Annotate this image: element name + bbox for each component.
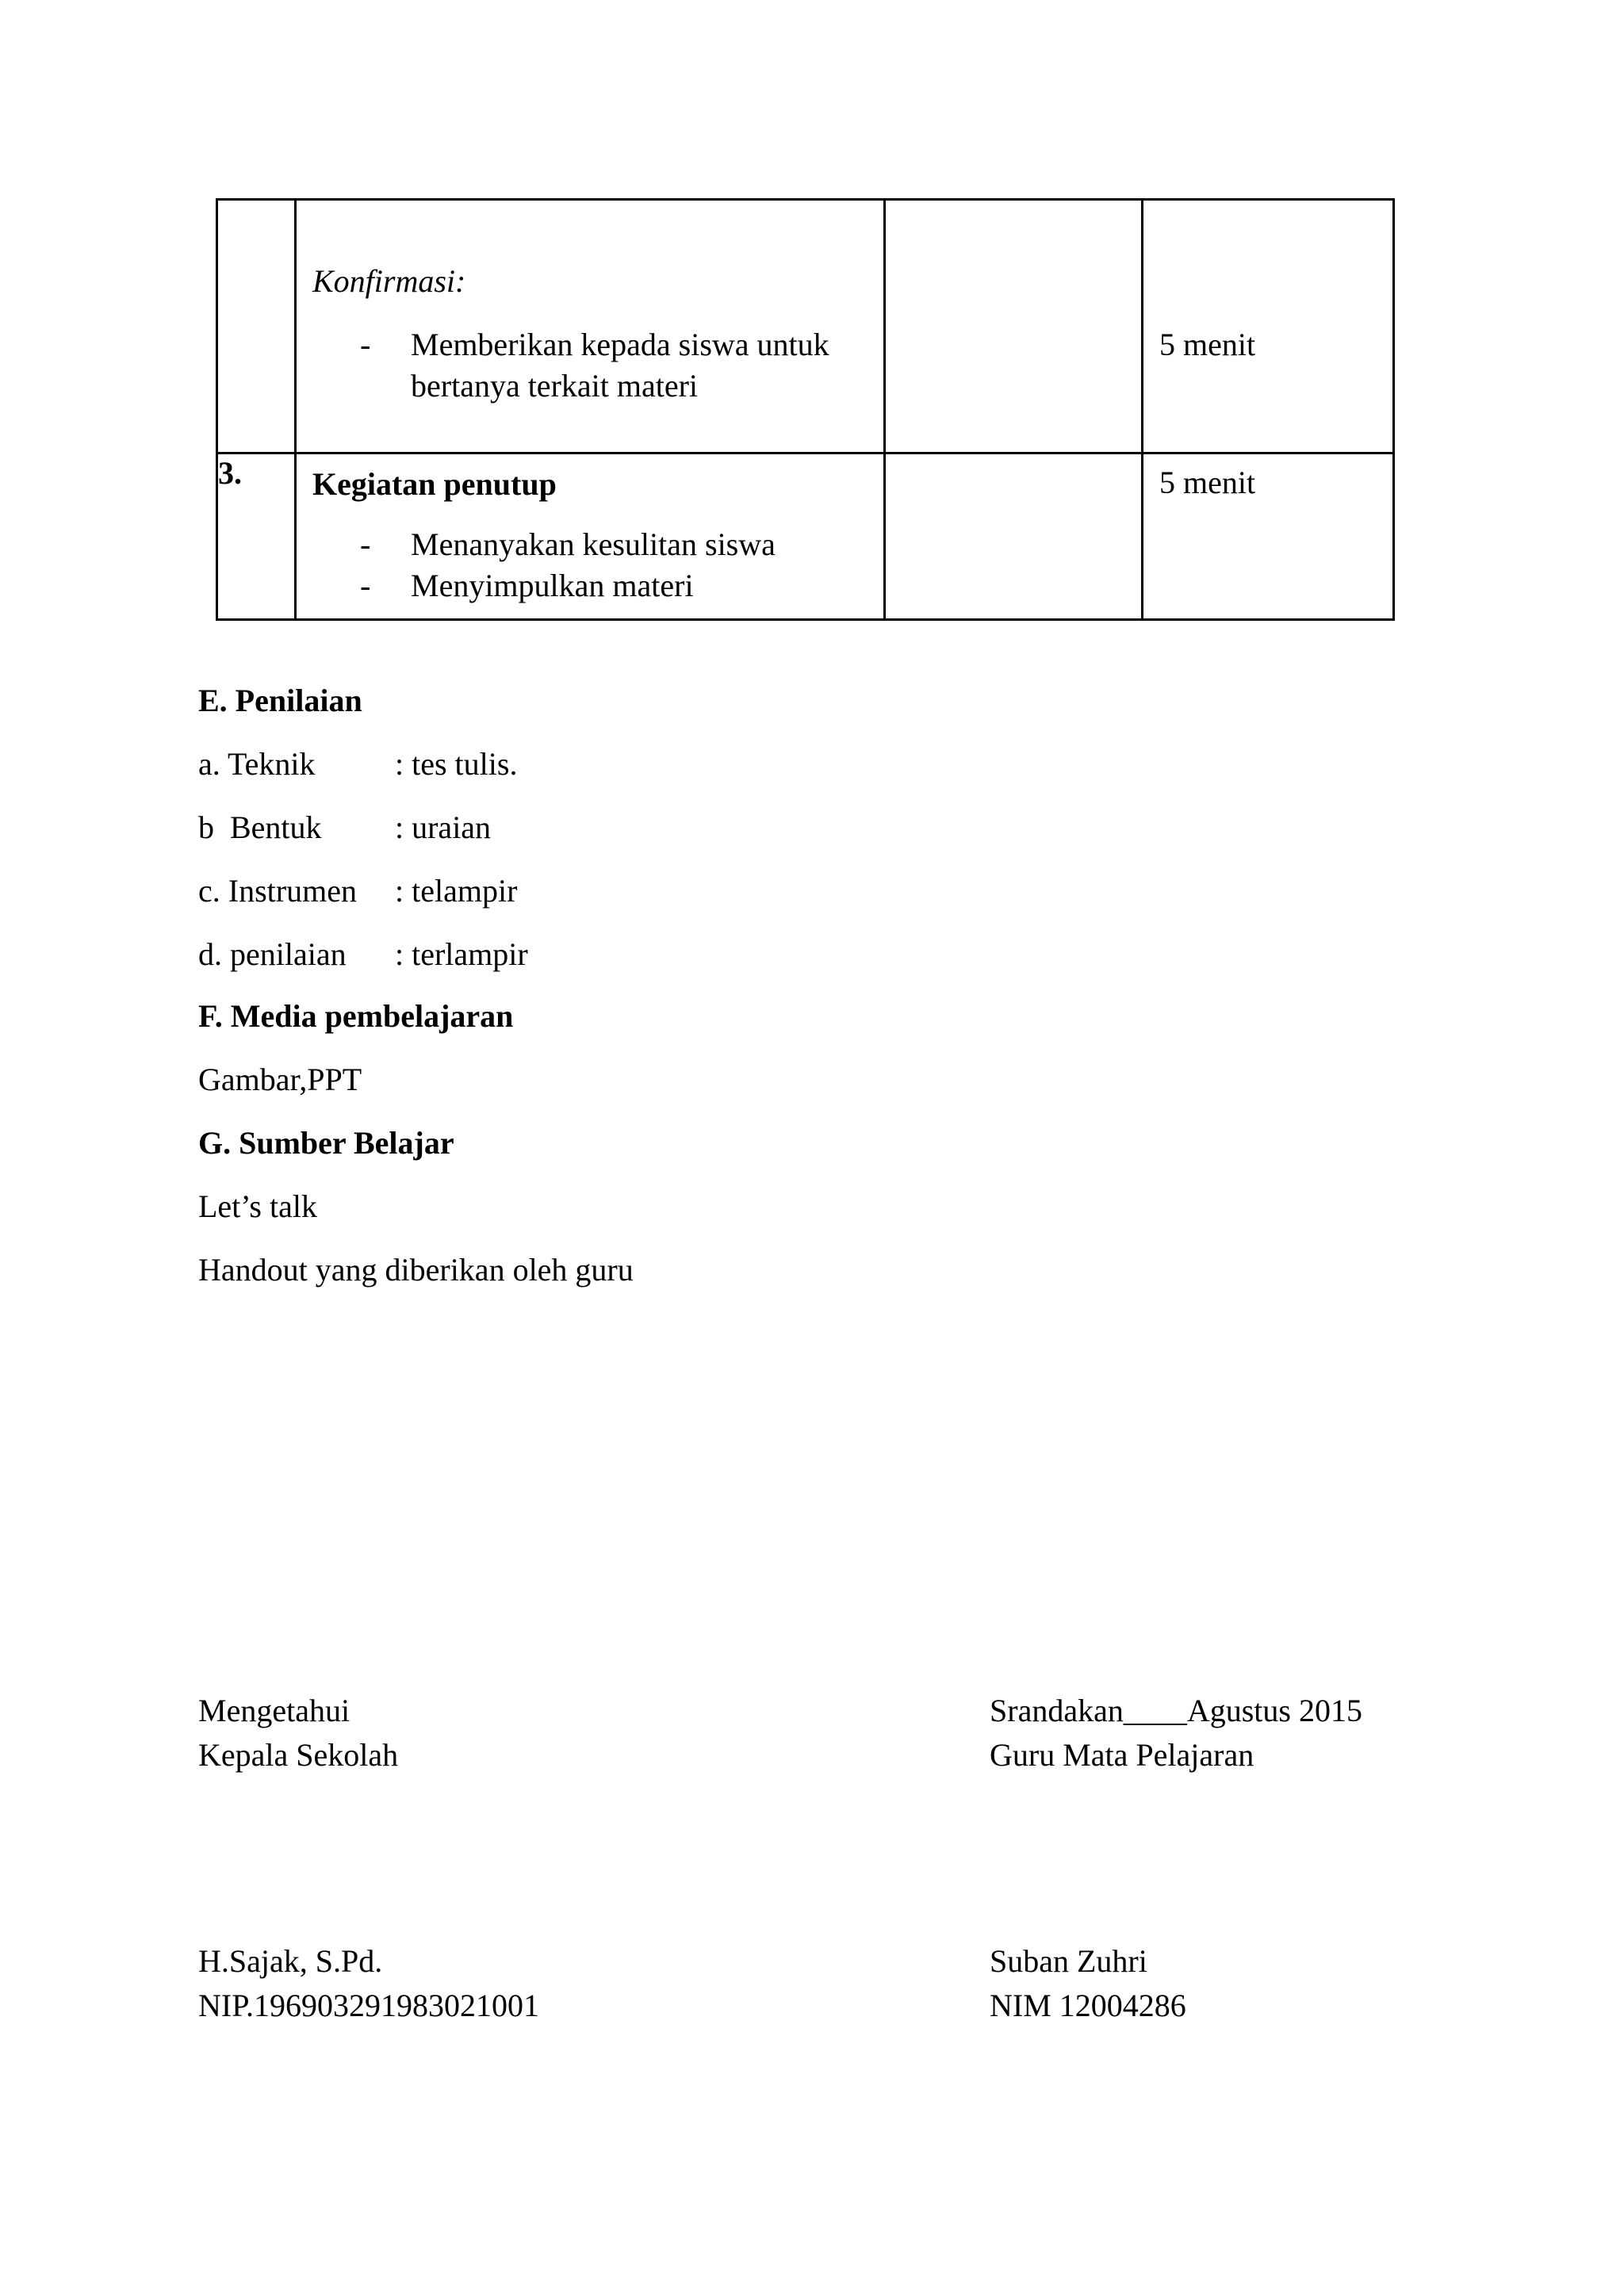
- penilaian-item: [198, 936, 528, 973]
- teacher-title: Guru Mata Pelajaran: [990, 1737, 1254, 1773]
- penilaian-item: [198, 745, 517, 783]
- time-cell: [1143, 200, 1394, 453]
- bullet-dash: -: [360, 568, 371, 603]
- list-item: [360, 324, 883, 407]
- duration-text: 5 menit: [1159, 327, 1256, 362]
- sumber-heading: G. Sumber Belajar: [198, 1125, 454, 1161]
- penilaian-value: : terlampir: [395, 936, 528, 972]
- list-item: [360, 524, 883, 565]
- penilaian-label: b Bentuk: [198, 809, 322, 845]
- list-item: [360, 565, 883, 607]
- activity-cell: [296, 453, 885, 620]
- penilaian-value: : uraian: [395, 809, 492, 845]
- acknowledgement-label: Mengetahui: [198, 1693, 350, 1728]
- signature-right-name-block: [990, 1939, 1186, 2028]
- table-row: [217, 200, 1394, 453]
- activity-table: [216, 198, 1395, 621]
- signature-left: [198, 1689, 398, 1777]
- penilaian-item: [198, 809, 491, 846]
- bullet-dash: -: [360, 327, 371, 362]
- bullet-text: Menanyakan kesulitan siswa: [411, 526, 776, 562]
- principal-title: Kepala Sekolah: [198, 1737, 399, 1773]
- penilaian-heading: E. Penilaian: [198, 683, 362, 718]
- penilaian-value: : tes tulis.: [395, 746, 518, 782]
- penilaian-label: c. Instrumen: [198, 873, 357, 909]
- place-date: Srandakan____Agustus 2015: [990, 1693, 1362, 1728]
- penilaian-value: : telampir: [395, 873, 518, 909]
- empty-cell: [885, 200, 1143, 453]
- row-number-cell: 3.: [217, 453, 296, 620]
- principal-nip: NIP.196903291983021001: [198, 1988, 540, 2023]
- row-number-cell: [217, 200, 296, 453]
- penilaian-item: [198, 872, 517, 909]
- closing-heading: Kegiatan penutup: [312, 466, 557, 502]
- bullet-text: Menyimpulkan materi: [411, 568, 694, 603]
- activity-cell: [296, 200, 885, 453]
- table-row: [217, 453, 1394, 620]
- empty-cell: [885, 453, 1143, 620]
- sumber-line: Handout yang diberikan oleh guru: [198, 1252, 634, 1288]
- bullet-text: Memberikan kepada siswa untuk bertanya terkait materi: [411, 327, 829, 404]
- media-text: Gambar,PPT: [198, 1062, 362, 1097]
- penilaian-label: d. penilaian: [198, 936, 347, 972]
- media-heading: F. Media pembelajaran: [198, 998, 514, 1034]
- teacher-nim: NIM 12004286: [990, 1988, 1186, 2023]
- bullet-dash: -: [360, 526, 371, 562]
- signature-left-name-block: [198, 1939, 539, 2028]
- confirmation-heading: Konfirmasi:: [312, 263, 466, 299]
- sumber-line: Let’s talk: [198, 1188, 317, 1224]
- teacher-name: Suban Zuhri: [990, 1943, 1147, 1979]
- principal-name: H.Sajak, S.Pd.: [198, 1943, 383, 1979]
- duration-text: 5 menit: [1159, 465, 1256, 500]
- time-cell: [1143, 453, 1394, 620]
- signature-right: [990, 1689, 1362, 1777]
- penilaian-label: a. Teknik: [198, 746, 316, 782]
